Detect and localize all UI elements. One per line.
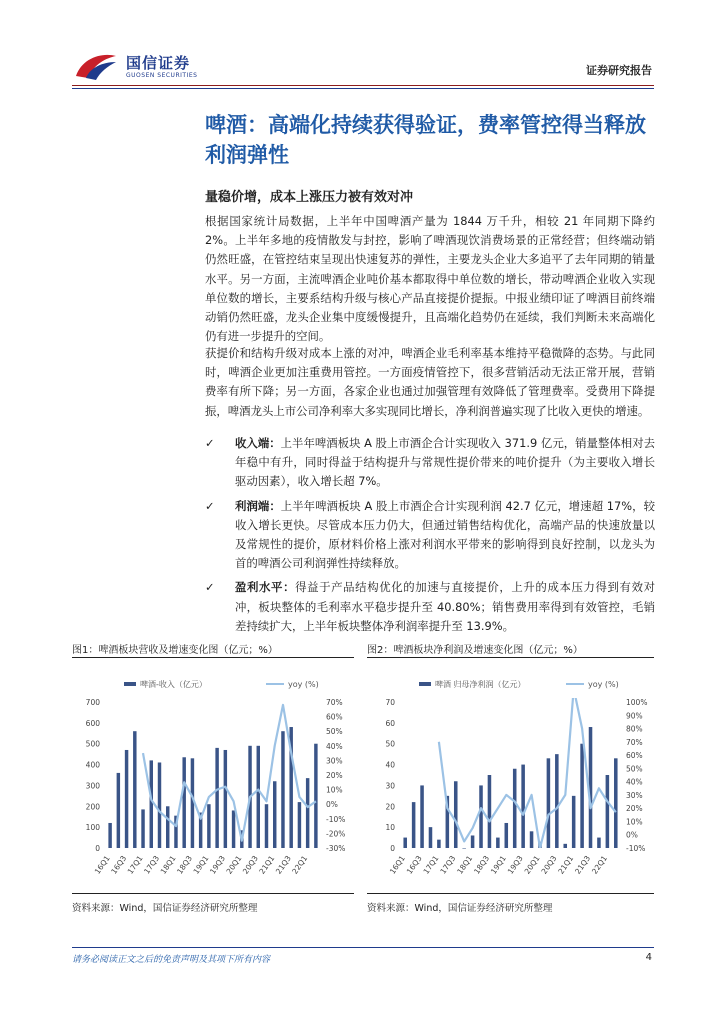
y-axis-right-tick: 10% <box>326 785 343 795</box>
y-axis-left-tick: 20 <box>385 802 395 812</box>
figure-1-title: 图1：啤酒板块营收及增速变化图（亿元；%） <box>72 645 278 656</box>
figure-1-top-rule <box>72 657 354 658</box>
bar <box>563 844 567 848</box>
x-axis-tick: 19Q1 <box>191 853 211 876</box>
check-icon: ✓ <box>205 580 215 595</box>
x-axis-tick: 16Q3 <box>109 853 129 876</box>
x-axis-tick: 21Q3 <box>273 853 293 876</box>
figure-1-bottom-rule <box>72 893 354 894</box>
y-axis-right-tick: 10% <box>626 817 643 827</box>
section-heading: 量稳价增，成本上涨压力被有效对冲 <box>205 190 414 205</box>
header-divider-secondary <box>72 88 654 89</box>
bar <box>513 769 517 848</box>
footer-divider <box>72 947 654 948</box>
y-axis-right-tick: 100% <box>626 698 648 707</box>
bar <box>580 744 584 848</box>
header-divider <box>72 85 654 86</box>
logo-name-cn: 国信证券 <box>126 54 191 72</box>
bar <box>117 773 120 848</box>
bar <box>232 810 235 848</box>
y-axis-right-tick: 50% <box>626 764 643 774</box>
legend-bar-swatch <box>419 682 431 686</box>
x-axis-tick: 18Q3 <box>472 853 492 876</box>
body-paragraph-1: 根据国家统计局数据，上半年中国啤酒产量为 1844 万千升，相较 21 年同期下降约 2%。上半年多地的疫情散发与封控，影响了啤酒现饮消费场景的正常经营；但终端动销仍然旺盛，在管控结束呈现出快速复苏的弹性，主要龙头企业大多追平了去年同期的销量水平。另一方面，主流啤酒企业吨价基本都取得中单位数的增长，带动啤酒企业收入实现单位数的增长，主要系结构升级与核心产品直接提价提振。中报业绩印证了啤酒目前终端动销仍然旺盛，龙头企业集中度缓慢提升，且高端化趋势仍在延续，我们判断未来高端化仍有进一步提升的空间。 <box>205 214 655 344</box>
y-axis-right-tick: 70% <box>626 737 643 747</box>
legend-bar-swatch <box>124 682 136 686</box>
x-axis-tick: 21Q3 <box>573 853 593 876</box>
y-axis-left-tick: 500 <box>85 739 100 749</box>
bar <box>273 781 276 848</box>
y-axis-left-tick: 700 <box>85 698 100 707</box>
bar <box>281 731 284 848</box>
bar <box>141 809 144 848</box>
x-axis-tick: 21Q1 <box>257 853 277 876</box>
bar <box>108 823 111 848</box>
y-axis-right-tick: 50% <box>326 727 343 737</box>
figure-1-source: 资料来源：Wind，国信证券经济研究所整理 <box>72 903 258 914</box>
x-axis-tick: 20Q1 <box>522 853 542 876</box>
y-axis-left-tick: 50 <box>385 739 395 749</box>
bar <box>555 754 559 848</box>
y-axis-right-tick: 60% <box>326 712 343 722</box>
y-axis-left-tick: 300 <box>85 781 100 791</box>
bar <box>614 758 618 848</box>
bar <box>462 848 466 849</box>
bullet-lead: 盈利水平： <box>235 580 296 595</box>
y-axis-right-tick: 0% <box>626 830 638 840</box>
bar <box>496 838 500 848</box>
y-axis-left-tick: 400 <box>85 760 100 770</box>
bar <box>429 827 433 848</box>
bar <box>215 748 218 848</box>
legend-label: 啤酒-收入（亿元） <box>140 680 207 689</box>
y-axis-right-tick: -30% <box>326 844 346 853</box>
bar <box>265 804 268 848</box>
figure-2-title: 图2：啤酒板块净利润及增速变化图（亿元；%） <box>367 645 583 656</box>
legend-label: yoy (%) <box>588 680 619 689</box>
bar <box>257 746 260 848</box>
x-axis-tick: 18Q1 <box>158 853 178 876</box>
y-axis-right-tick: 0% <box>326 800 338 810</box>
guosen-logo-icon <box>72 48 120 82</box>
bar <box>488 775 492 848</box>
bar <box>306 778 309 848</box>
bar <box>530 831 534 848</box>
bar <box>207 804 210 848</box>
y-axis-right-tick: 30% <box>326 756 343 766</box>
bullet-item-profit <box>205 497 655 574</box>
y-axis-right-tick: 40% <box>326 741 343 751</box>
bar <box>547 758 551 848</box>
report-type-label: 证券研究报告 <box>586 64 652 77</box>
x-axis-tick: 17Q3 <box>142 853 162 876</box>
bullet-item-profitability <box>205 578 655 636</box>
legend-label: 啤酒 归母净利润（亿元） <box>435 680 526 689</box>
bar <box>403 838 407 848</box>
x-axis-tick: 19Q3 <box>208 853 227 876</box>
bar <box>437 840 441 848</box>
y-axis-right-tick: 60% <box>626 751 643 761</box>
bar <box>420 785 424 848</box>
bullet-text: 得益于产品结构优化的加速与直接提价，上升的成本压力得到有效对冲，板块整体的毛利率水平稳步提升至 40.80%；销售费用率得到有效管控，毛销差持续扩大，上半年板块整体净利润率提升至 13.9%。 <box>235 580 655 633</box>
y-axis-left-tick: 10 <box>385 823 395 833</box>
bar <box>298 802 301 848</box>
y-axis-left-tick: 200 <box>85 802 100 812</box>
x-axis-tick: 21Q1 <box>556 853 576 876</box>
x-axis-tick: 16Q1 <box>92 853 112 876</box>
bar <box>471 835 475 848</box>
y-axis-left-tick: 30 <box>385 781 395 791</box>
y-axis-left-tick: 0 <box>390 844 395 853</box>
y-axis-left-tick: 600 <box>85 718 100 728</box>
y-axis-left-tick: 70 <box>385 698 395 707</box>
figure-2-bottom-rule <box>367 893 654 894</box>
y-axis-left-tick: 40 <box>385 760 395 770</box>
bullet-item-revenue <box>205 434 655 492</box>
x-axis-tick: 18Q3 <box>175 853 195 876</box>
logo-name-en: GUOSEN SECURITIES <box>126 72 198 79</box>
figure-2-top-rule <box>367 657 654 658</box>
y-axis-left-tick: 60 <box>385 718 395 728</box>
check-icon: ✓ <box>205 498 215 513</box>
x-axis-tick: 16Q1 <box>387 853 407 876</box>
bar <box>606 775 610 848</box>
y-axis-right-tick: 20% <box>626 804 643 814</box>
y-axis-right-tick: 80% <box>626 724 643 734</box>
x-axis-tick: 18Q1 <box>455 853 475 876</box>
x-axis-tick: 19Q1 <box>488 853 508 876</box>
page-title: 啤酒：高端化持续获得验证，费率管控得当释放利润弹性 <box>205 113 646 167</box>
y-axis-right-tick: 40% <box>626 777 643 787</box>
bar <box>479 785 483 848</box>
x-axis-tick: 22Q1 <box>290 853 310 876</box>
bar <box>150 760 153 848</box>
bullet-lead: 利润端： <box>235 498 281 513</box>
bullet-lead: 收入端： <box>235 436 281 450</box>
bar <box>412 802 416 848</box>
x-axis-tick: 20Q1 <box>224 853 244 876</box>
body-paragraph-2: 获提价和结构升级对成本上涨的对冲，啤酒企业毛利率基本维持平稳微降的态势。与此同时，啤酒企业更加注重费用管控。一方面疫情管控下，很多营销活动无法正常开展，营销费率有所下降；另一方面，各家企业也通过加强管理有效降低了管理费率。受费用下降提振，啤酒龙头上市公司净利率大多实现同比增长，净利润普遍实现了比收入更快的增速。 <box>205 346 655 418</box>
bar <box>224 750 227 848</box>
bar <box>572 796 576 848</box>
y-axis-right-tick: -10% <box>326 814 346 824</box>
footer-disclaimer: 请务必阅读正文之后的免责声明及其项下所有内容 <box>72 955 271 965</box>
figure-2-chart <box>367 662 654 890</box>
bar <box>521 765 525 848</box>
page-header <box>0 0 724 90</box>
x-axis-tick: 17Q3 <box>438 853 458 876</box>
bar <box>166 806 169 848</box>
x-axis-tick: 17Q1 <box>125 853 145 876</box>
page-number: 4 <box>645 952 652 963</box>
x-axis-tick: 22Q1 <box>590 853 610 876</box>
bar <box>454 781 458 848</box>
figure-2-source: 资料来源：Wind，国信证券经济研究所整理 <box>367 903 553 914</box>
bar <box>133 731 136 848</box>
x-axis-tick: 20Q3 <box>539 853 559 876</box>
bar <box>314 744 317 848</box>
bullet-list <box>205 434 655 641</box>
check-icon: ✓ <box>205 436 215 450</box>
y-axis-right-tick: 70% <box>326 698 343 707</box>
x-axis-tick: 20Q3 <box>240 853 260 876</box>
figure-1-chart <box>72 662 354 890</box>
y-axis-right-tick: 30% <box>626 790 643 800</box>
y-axis-right-tick: 20% <box>326 771 343 780</box>
bullet-text: 上半年啤酒板块 A 股上市酒企合计实现利润 42.7 亿元，增速超 17%，较收入增长更快。尽管成本压力仍大，但通过销售结构优化，高端产品的快速放量以及常规性的提价，原材料价格上涨对利润水平带来的影响得到良好控制，以龙头为首的啤酒公司利润弹性持续释放。 <box>235 498 655 571</box>
bar <box>505 823 509 848</box>
x-axis-tick: 19Q3 <box>505 853 525 876</box>
y-axis-right-tick: -20% <box>326 829 346 839</box>
x-axis-tick: 17Q1 <box>421 853 441 876</box>
y-axis-right-tick: -10% <box>626 844 646 853</box>
y-axis-left-tick: 0 <box>95 844 100 853</box>
x-axis-tick: 16Q3 <box>404 853 424 876</box>
bar <box>182 757 185 848</box>
y-axis-left-tick: 100 <box>85 823 100 833</box>
bar <box>125 750 128 848</box>
bar <box>597 838 601 848</box>
bar <box>158 762 161 848</box>
y-axis-right-tick: 90% <box>626 711 643 721</box>
bullet-text: 上半年啤酒板块 A 股上市酒企合计实现收入 371.9 亿元，销量整体相对去年稳中有升，同时得益于结构提升与常规性提价带来的吨价提升（为主要收入增长驱动因素），收入增长超 7%。 <box>235 436 655 489</box>
legend-label: yoy (%) <box>288 680 319 689</box>
